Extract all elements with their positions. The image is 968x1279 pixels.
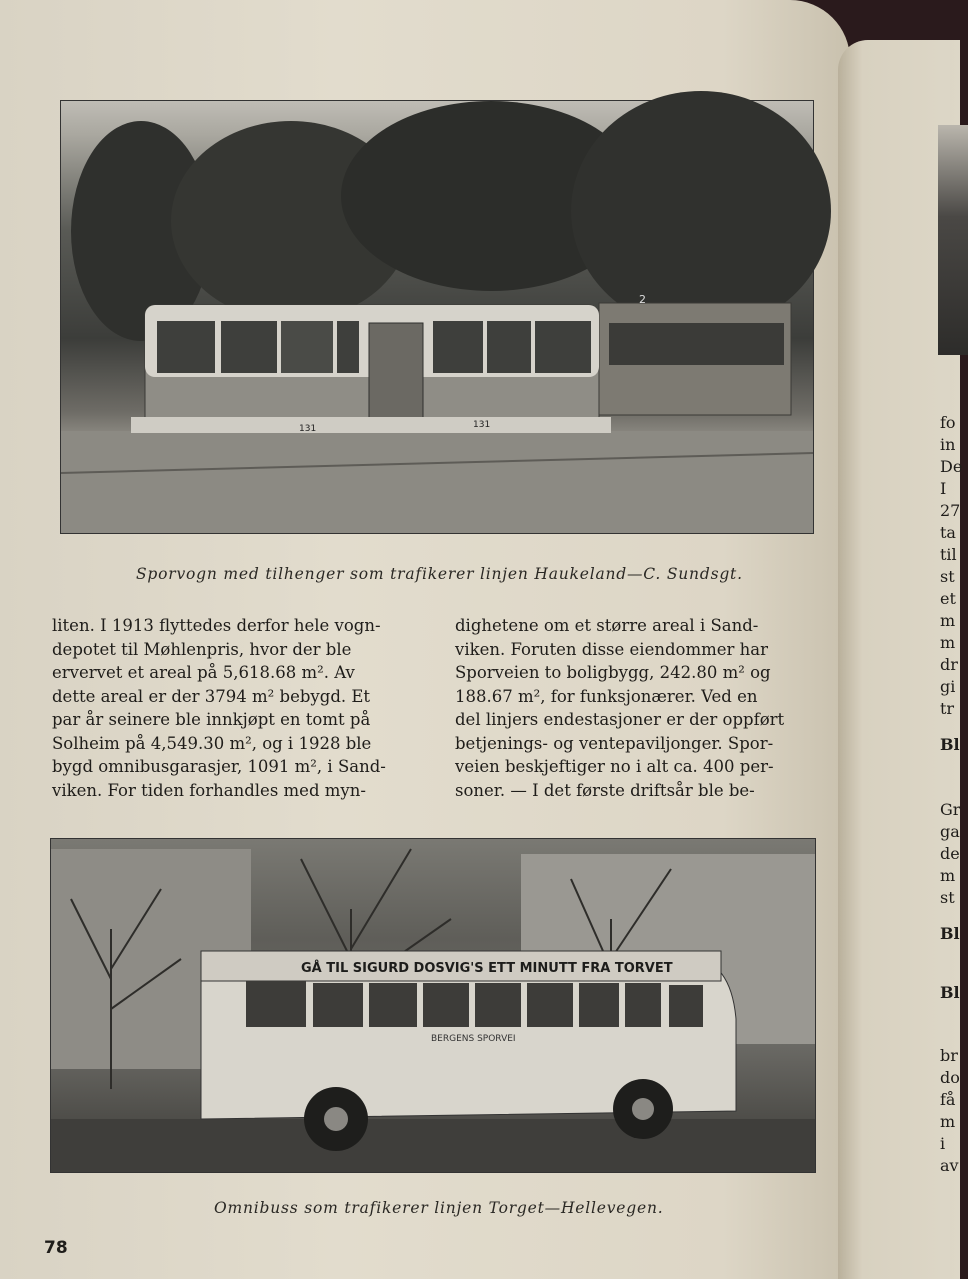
text-line: Solheim på 4,549.30 m², og i 1928 ble [52, 733, 372, 753]
motorcar-number: 2 [639, 293, 646, 306]
text-column-left [52, 614, 430, 802]
next-page-fragment: st [940, 888, 955, 907]
text-column-right [455, 614, 815, 802]
street [51, 1119, 815, 1172]
bus-photo [50, 838, 816, 1173]
next-page-fragment: gi [940, 677, 956, 696]
text-line: soner. — I det første driftsår ble be- [455, 780, 755, 800]
next-page-fragment: Gr [940, 800, 961, 819]
text-line: betjenings- og ventepaviljonger. Spor- [455, 733, 774, 753]
text-line: ervervet et areal på 5,618.68 m². Av [52, 663, 355, 682]
street [61, 431, 813, 533]
next-page-fragment: tr [940, 699, 955, 718]
next-page-fragment: m [940, 611, 956, 630]
trailer-number: 131 [299, 424, 317, 434]
text-line: dighetene om et større areal i Sand- [455, 616, 759, 635]
next-page-fragment: fo [940, 413, 956, 432]
next-page-fragment: Bl [940, 735, 960, 754]
text-line: 188.67 m², for funksjonærer. Ved en [455, 686, 758, 706]
bus-illustration [51, 839, 815, 1172]
text-line: viken. For tiden forhandles med myn- [52, 780, 366, 800]
next-page-fragment: in [940, 435, 956, 454]
text-line: viken. Foruten disse eiendommer har [455, 639, 768, 659]
trailer-number: 131 [473, 420, 491, 430]
text-line: par år seinere ble innkjøpt en tomt på [52, 710, 371, 729]
next-page-fragment: 27 [940, 501, 961, 520]
next-page-fragment: av [940, 1156, 959, 1175]
text-line: liten. I 1913 flyttedes derfor hele vogn- [52, 616, 381, 635]
text-line: veien beskjeftiger no i alt ca. 400 per- [455, 757, 774, 776]
next-page-fragment: m [940, 1112, 956, 1131]
tree [571, 91, 831, 331]
next-page-fragment: m [940, 633, 956, 652]
figure-caption-bottom: Omnibuss som trafikerer linjen Torget—Hellevegen. [214, 1199, 664, 1217]
next-page-fragment: et [940, 589, 956, 608]
next-page-fragment: de [940, 844, 960, 863]
next-page-fragment: br [940, 1046, 958, 1065]
tram-illustration [61, 101, 813, 533]
bus-side-text: BERGENS SPORVEI [431, 1034, 516, 1044]
tram-photo [60, 100, 814, 534]
next-page-fragment: m [940, 866, 956, 885]
text-line: depotet til Møhlenpris, hvor der ble [52, 639, 352, 659]
text-line: Sporveien to boligbygg, 242.80 m² og [455, 663, 771, 682]
next-page-fragment: til [940, 545, 957, 564]
next-page-fragment: I [940, 479, 947, 498]
text-line: dette areal er der 3794 m² bebygd. Et [52, 686, 371, 706]
page-number: 78 [44, 1238, 68, 1258]
text-line: del linjers endestasjoner er der oppført [455, 710, 785, 729]
next-page-fragment: Bl [940, 983, 960, 1002]
text-line: bygd omnibusgarasjer, 1091 m², i Sand- [52, 757, 386, 776]
next-page-fragment: ga [940, 822, 960, 841]
next-page-fragment: Bl [940, 924, 960, 943]
figure-caption-top: Sporvogn med tilhenger som trafikerer linjen Haukeland—C. Sundsgt. [136, 565, 743, 583]
bus-roof-sign: GÅ TIL SIGURD DOSVIG'S ETT MINUTT FRA TORVET [301, 961, 673, 976]
next-page-fragment: få [940, 1090, 956, 1109]
next-page-fragment: i [940, 1134, 946, 1153]
next-page-fragment: dr [940, 655, 958, 674]
next-page-photo-edge [938, 125, 968, 355]
next-page-fragment: st [940, 567, 955, 586]
next-page-fragment: ta [940, 523, 956, 542]
next-page-fragment: De [940, 457, 963, 476]
next-page-fragment: do [940, 1068, 960, 1087]
